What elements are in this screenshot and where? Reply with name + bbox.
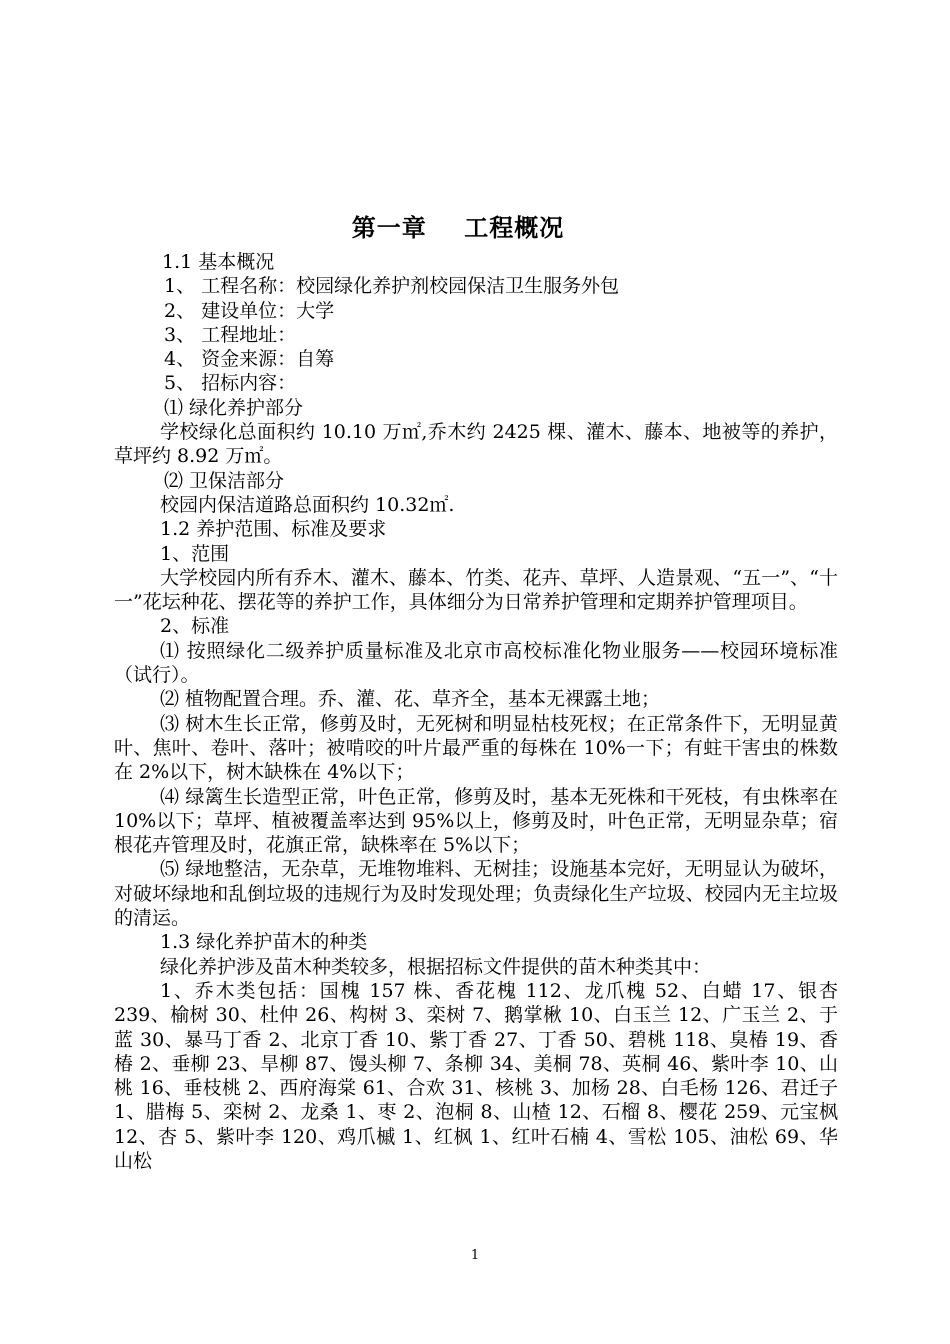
paragraph-standard-5: ⑸ 绿地整洁，无杂草，无堆物堆料、无树挂；设施基本完好，无明显认为破坏，对破坏绿地和乱倒垃圾的违规行为及时发现处理；负责绿化生产垃圾、校园内无主垃圾的清运。 [114, 858, 838, 930]
document-body [114, 250, 838, 1173]
list-item-funding: 4、 资金来源：自筹 [164, 348, 335, 371]
paragraph-standard-2: ⑵ 植物配置合理。乔、灌、花、草齐全，基本无裸露土地； [160, 688, 661, 711]
list-item-project-name: 1、 工程名称：校园绿化养护剂校园保洁卫生服务外包 [164, 275, 620, 298]
paragraph-standard-4: ⑷ 绿篱生长造型正常，叶色正常，修剪及时，基本无死株和干死枝，有虫株率在 10%以下；草坪、植被覆盖率达到 95%以上，修剪及时，叶色正常，无明显杂草；宿根花卉管理及时，花旗正常，缺株率在 5%以下； [114, 785, 838, 857]
section-heading-1-3: 1.3 绿化养护苗木的种类 [160, 931, 368, 954]
paragraph-cleaning-area: 校园内保洁道路总面积约 10.32㎡. [160, 493, 455, 516]
subheading-scope: 1、范围 [160, 542, 230, 565]
list-item-address: 3、 工程地址： [164, 323, 297, 346]
paragraph-greening-area: 学校绿化总面积约 10.10 万㎡,乔木约 2425 棵、灌木、藤本、地被等的养护，草坪约 8.92 万㎡。 [114, 421, 838, 468]
subheading-standard: 2、标准 [160, 615, 230, 638]
paragraph-standard-3: ⑶ 树木生长正常，修剪及时，无死树和明显枯枝死杈；在正常条件下，无明显黄叶、焦叶、卷叶、落叶；被啃咬的叶片最严重的每株在 10%一下；有蛀干害虫的株数在 2%以下，树木缺株在 4%以下； [114, 712, 838, 784]
paragraph-scope: 大学校园内所有乔木、灌木、藤本、竹类、花卉、草坪、人造景观、“五一”、“十一”花坛种花、摆花等的养护工作，具体细分为日常养护管理和定期养护管理项目。 [114, 566, 838, 614]
list-item-owner: 2、 建设单位：大学 [164, 299, 335, 322]
paragraph-tree-list: 1、乔木类包括：国槐 157 株、香花槐 112、龙爪槐 52、白蜡 17、银杏 239、榆树 30、杜仲 26、构树 3、栾树 7、鹅掌楸 10、白玉兰 12、广玉兰 2、于蓝 30、暴马丁香 2、北京丁香 10、紫丁香 27、丁香 50、碧桃 118、臭椿 19、香椿 2、垂柳 23、旱柳 87、馒头柳 7、条柳 34、美桐 78、英桐 46、紫叶李 10、山桃 16、垂枝桃 2、西府海棠 61、合欢 31、核桃 3、加杨 28、白毛杨 126、君迁子 1、腊梅 5、栾树 2、龙桑 1、枣 2、泡桐 8、山楂 12、石榴 8、樱花 259、元宝枫 12、杏 5、紫叶李 120、鸡爪槭 1、红枫 1、红叶石楠 4、雪松 105、油松 69、华山松 [114, 979, 838, 1172]
paragraph-standard-1: ⑴ 按照绿化二级养护质量标准及北京市高校标准化物业服务——校园环境标准（试行）。 [114, 639, 838, 687]
page-number: 1 [470, 1248, 480, 1263]
subitem-greening: ⑴ 绿化养护部分 [164, 396, 304, 419]
chapter-title: 第一章 工程概况 [351, 213, 565, 242]
subitem-cleaning: ⑵ 卫保洁部分 [164, 469, 285, 492]
section-heading-1-2: 1.2 养护范围、标准及要求 [160, 518, 387, 541]
section-heading-1-1: 1.1 基本概况 [162, 251, 275, 273]
list-item-tender-content: 5、 招标内容： [164, 372, 297, 395]
paragraph-species-intro: 绿化养护涉及苗木种类较多，根据招标文件提供的苗木种类其中： [160, 955, 712, 978]
